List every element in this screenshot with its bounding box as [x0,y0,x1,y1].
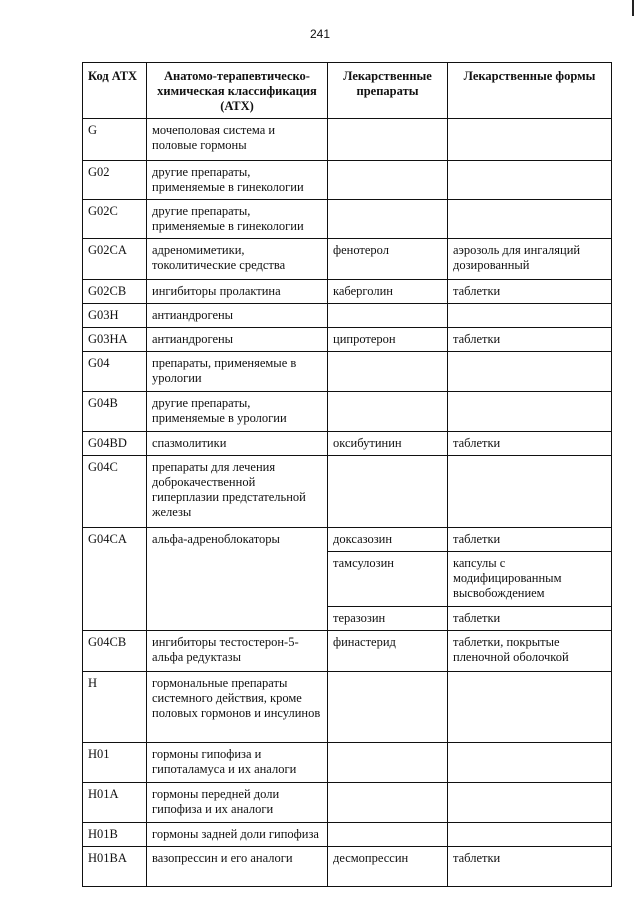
table-row [83,280,612,304]
cell-classification: препараты для лечения доброкачественной гиперплазии предстательной железы [147,456,328,528]
cell-classification: гормоны задней доли гипофиза [147,823,328,847]
header-forms: Лекарственные формы [448,63,612,119]
cell-form [448,161,612,200]
cell-drug: каберголин [328,280,448,304]
table-row [83,392,612,432]
cell-drug: оксибутинин [328,432,448,456]
cell-form [448,672,612,743]
cell-classification: ингибиторы пролактина [147,280,328,304]
cell-drug [328,352,448,392]
cell-drug [328,200,448,239]
cell-drug: доксазозин [328,528,448,552]
table-row [83,743,612,783]
table-header-row [83,63,612,119]
cell-form: таблетки [448,280,612,304]
cell-code: G04BD [83,432,147,456]
cell-classification: антиандрогены [147,328,328,352]
cell-code: G [83,119,147,161]
cell-classification: альфа-адреноблокаторы [147,528,328,631]
table-row [83,432,612,456]
cell-form: аэрозоль для ингаляций дозированный [448,239,612,280]
cell-classification: вазопрессин и его аналоги [147,847,328,887]
cell-form [448,783,612,823]
table-row [83,847,612,887]
cell-form [448,823,612,847]
cell-drug [328,743,448,783]
cell-form: таблетки [448,528,612,552]
atc-table [82,62,612,887]
cell-classification: другие препараты, применяемые в гинекологии [147,161,328,200]
cell-code: G03HA [83,328,147,352]
cell-classification: гормоны передней доли гипофиза и их аналоги [147,783,328,823]
cell-form: таблетки [448,847,612,887]
cell-drug: ципротерон [328,328,448,352]
cell-code: G02CA [83,239,147,280]
cell-form: капсулы с модифицированным высвобождением [448,552,612,607]
table-row [83,528,612,552]
cell-drug [328,783,448,823]
cell-drug [328,392,448,432]
cell-code: G03H [83,304,147,328]
header-classification: Анатомо-терапевтическо-химическая классификация (АТХ) [147,63,328,119]
cell-drug [328,304,448,328]
cell-drug: фенотерол [328,239,448,280]
table-row [83,352,612,392]
table-row [83,239,612,280]
cell-form [448,392,612,432]
page-number: 241 [309,27,331,41]
cell-code: G02 [83,161,147,200]
cell-drug: десмопрессин [328,847,448,887]
cell-form [448,352,612,392]
cell-form: таблетки, покрытые пленочной оболочкой [448,631,612,672]
table-row [83,823,612,847]
cell-classification: мочеполовая система и половые гормоны [147,119,328,161]
table-row [83,304,612,328]
cell-code: H01B [83,823,147,847]
table-row [83,161,612,200]
cell-form: таблетки [448,328,612,352]
cell-classification: другие препараты, применяемые в урологии [147,392,328,432]
cell-drug [328,161,448,200]
cell-drug [328,456,448,528]
cell-code: H01 [83,743,147,783]
cell-classification: спазмолитики [147,432,328,456]
scan-edge-mark [632,0,634,16]
table-row [83,783,612,823]
cell-code: G04CB [83,631,147,672]
cell-drug: теразозин [328,607,448,631]
cell-form [448,743,612,783]
cell-form [448,456,612,528]
cell-form: таблетки [448,432,612,456]
cell-classification: гормональные препараты системного действия, кроме половых гормонов и инсулинов [147,672,328,743]
cell-drug [328,823,448,847]
table-row [83,456,612,528]
cell-code: G04B [83,392,147,432]
cell-form [448,200,612,239]
cell-drug [328,119,448,161]
table-row [83,119,612,161]
cell-code: G04C [83,456,147,528]
cell-drug [328,672,448,743]
cell-code: H [83,672,147,743]
cell-form [448,304,612,328]
cell-classification: другие препараты, применяемые в гинекологии [147,200,328,239]
table-row [83,328,612,352]
cell-drug: финастерид [328,631,448,672]
cell-code: G02CB [83,280,147,304]
cell-code: G04CA [83,528,147,631]
table-row [83,200,612,239]
cell-classification: гормоны гипофиза и гипоталамуса и их аналоги [147,743,328,783]
cell-code: H01BA [83,847,147,887]
header-drugs: Лекарственные препараты [328,63,448,119]
header-code: Код АТХ [83,63,147,119]
cell-form [448,119,612,161]
table-row [83,631,612,672]
cell-code: G02C [83,200,147,239]
cell-classification: препараты, применяемые в урологии [147,352,328,392]
table-row [83,672,612,743]
cell-drug: тамсулозин [328,552,448,607]
cell-classification: антиандрогены [147,304,328,328]
cell-classification: ингибиторы тестостерон-5-альфа редуктазы [147,631,328,672]
cell-form: таблетки [448,607,612,631]
cell-classification: адреномиметики, токолитические средства [147,239,328,280]
cell-code: H01A [83,783,147,823]
cell-code: G04 [83,352,147,392]
